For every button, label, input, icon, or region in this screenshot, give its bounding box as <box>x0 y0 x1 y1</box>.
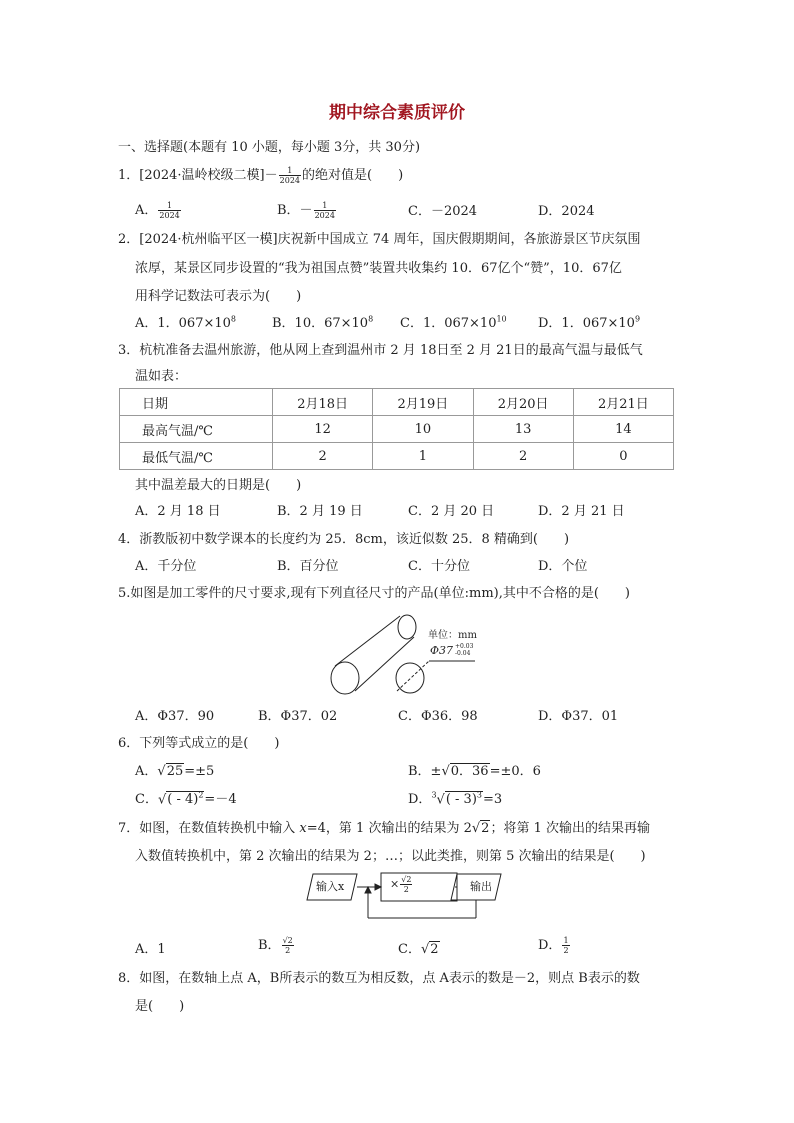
q6-option-d[interactable]: D．$^3$√( - 3)$^3$=3 <box>408 790 503 807</box>
table-cell: 2月19日 <box>373 389 473 416</box>
q4-option-b[interactable]: B．百分位 <box>277 559 339 574</box>
q3-option-d[interactable]: D．2 月 21 日 <box>538 504 625 519</box>
table-cell: 最低气温/℃ <box>120 443 273 470</box>
input-label: 输入x <box>316 880 345 893</box>
table-cell: 1 <box>373 443 473 470</box>
q7-option-a[interactable]: A．1 <box>135 942 166 957</box>
q3-option-a[interactable]: A．2 月 18 日 <box>135 504 221 519</box>
question-8-line-2: 是( ) <box>135 999 185 1014</box>
q4-option-d[interactable]: D．个位 <box>538 559 588 574</box>
q4-option-a[interactable]: A．千分位 <box>135 559 197 574</box>
q7-option-c[interactable]: C．√2 <box>398 942 439 957</box>
q1-option-c[interactable]: C．－2024 <box>408 204 478 219</box>
question-8-line-1: 8．如图，在数轴上点 A，B所表示的数互为相反数，点 A表示的数是－2，则点 B表示的数 <box>118 971 640 986</box>
q5-option-a[interactable]: A．Φ37．90 <box>135 709 215 724</box>
q7-option-d[interactable]: D． $\frac{1}{2}$ <box>538 936 569 955</box>
q1-option-a[interactable]: A． $\frac{1}{2024}$ <box>135 201 180 220</box>
table-cell: 2 <box>273 443 373 470</box>
q3-option-b[interactable]: B．2 月 19 日 <box>277 504 363 519</box>
question-7-line-2: 入数值转换机中，第 2 次输出的结果为 2；…；以此类推，则第 5 次输出的结果是( ) <box>135 849 646 864</box>
q5-option-d[interactable]: D．Φ37．01 <box>538 709 619 724</box>
q7-option-b[interactable]: B． $\frac{√2}{2}$ <box>258 936 293 955</box>
question-3-line-3: 其中温差最大的日期是( ) <box>135 478 302 493</box>
q2-option-c[interactable]: C．1．$067\times 10^{10}$ <box>400 314 507 331</box>
question-5: 5.如图是加工零件的尺寸要求,现有下列直径尺寸的产品(单位:mm),其中不合格的是( ) <box>118 586 630 601</box>
figure-unit-label: 单位：mm <box>428 630 477 641</box>
q5-option-b[interactable]: B．Φ37．02 <box>258 709 338 724</box>
output-label: 输出 <box>470 880 492 893</box>
q6-option-a[interactable]: A．√25=±5 <box>135 764 215 779</box>
q3-option-c[interactable]: C．2 月 20 日 <box>408 504 495 519</box>
q6-option-b[interactable]: B．±√0．36=±0．6 <box>408 764 541 779</box>
table-cell: 最高气温/℃ <box>120 416 273 443</box>
table-cell: 2 <box>473 443 573 470</box>
question-7-line-1: 7．如图，在数值转换机中输入 x=4，第 1 次输出的结果为 2√2；将第 1 次输出的结果再输 <box>118 821 650 836</box>
table-header-row <box>120 389 674 416</box>
multiply-label: × $\frac{√2}{2}$ <box>390 875 412 894</box>
q1-option-d[interactable]: D．2024 <box>538 204 595 219</box>
question-6: 6．下列等式成立的是( ) <box>118 736 280 751</box>
question-2-line-3: 用科学记数法可表示为( ) <box>135 289 302 304</box>
table-cell: 13 <box>473 416 573 443</box>
table-row <box>120 416 674 443</box>
question-3-line-2: 温如表： <box>135 369 188 384</box>
table-cell: 日期 <box>120 389 273 416</box>
q4-option-c[interactable]: C．十分位 <box>408 559 470 574</box>
question-1: 1．[2024·温岭校级二模]－ $\frac{1}{2024}$ 的绝对值是( ) <box>118 166 404 185</box>
table-cell: 12 <box>273 416 373 443</box>
page-title: 期中综合素质评价 <box>329 103 465 123</box>
q6-option-c[interactable]: C．√( - 4)$^2$=－4 <box>135 790 237 807</box>
q2-option-b[interactable]: B．10．$67\times 10^8$ <box>272 314 374 331</box>
section-heading: 一、选择题(本题有 10 小题，每小题 3分，共 30分) <box>118 140 421 155</box>
question-3-line-1: 3．杭杭准备去温州旅游，他从网上查到温州市 2 月 18日至 2 月 21日的最高气温与最低气 <box>118 343 643 358</box>
question-2-line-1: 2．[2024·杭州临平区一模]庆祝新中国成立 74 周年，国庆假期期间，各旅游景区节庆氛围 <box>118 232 641 247</box>
q1-option-b[interactable]: B．－ $\frac{1}{2024}$ <box>277 201 335 220</box>
q2-option-d[interactable]: D．1．$067\times 10^9$ <box>538 314 641 331</box>
fraction: $\frac{1}{2024}$ <box>279 166 300 185</box>
cylinder-end-far <box>398 615 416 639</box>
table-row <box>120 443 674 470</box>
table-cell: 2月21日 <box>573 389 673 416</box>
question-2-line-2: 浓厚，某景区同步设置的“我为祖国点赞”装置共收集约 10．67亿个“赞”，10．67亿 <box>135 261 622 276</box>
cross-section-circle <box>396 663 424 693</box>
q5-option-c[interactable]: C．Φ36．98 <box>398 709 478 724</box>
table-cell: 2月20日 <box>473 389 573 416</box>
cylinder-end-near <box>331 662 359 694</box>
table-cell: 14 <box>573 416 673 443</box>
table-cell: 0 <box>573 443 673 470</box>
temperature-table <box>119 388 674 470</box>
table-cell: 2月18日 <box>273 389 373 416</box>
question-4: 4．浙教版初中数学课本的长度约为 25．8cm，该近似数 25．8 精确到( ) <box>118 532 570 547</box>
q2-option-a[interactable]: A．1．$067\times 10^8$ <box>135 314 237 331</box>
figure-tolerance: +0.03 -0.04 <box>455 643 474 657</box>
figure-dimension-label: Φ37 <box>430 644 454 657</box>
table-cell: 10 <box>373 416 473 443</box>
